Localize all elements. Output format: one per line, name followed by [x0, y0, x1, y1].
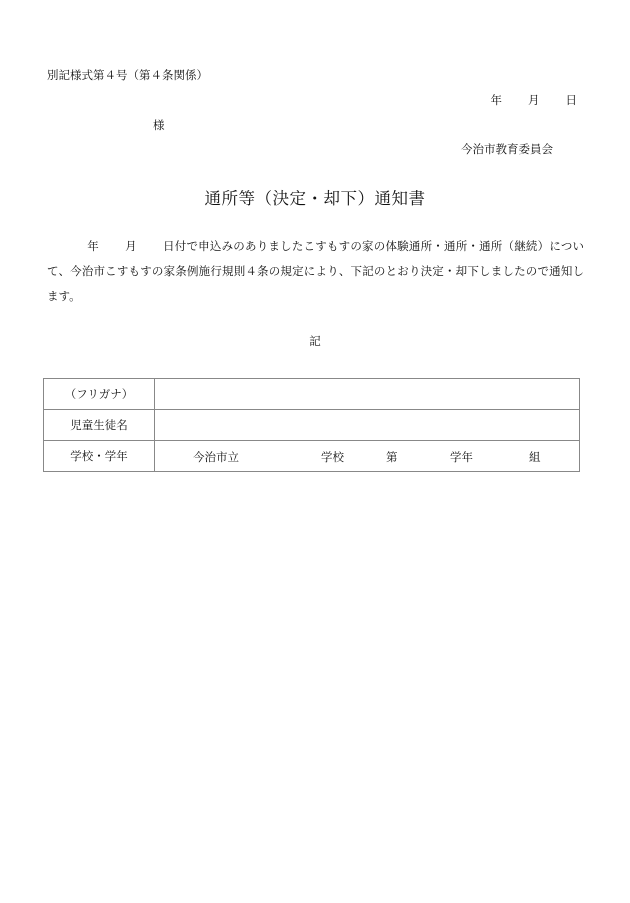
date-year: 年 — [490, 93, 502, 107]
dai-label: 第 — [386, 450, 398, 464]
table-row-name — [44, 410, 580, 441]
sender-name: 今治市教育委員会 — [461, 142, 553, 156]
grade-suffix: 学年 — [450, 450, 473, 464]
school-suffix: 学校 — [321, 450, 344, 464]
school-grade-field[interactable] — [155, 441, 580, 472]
table-row-furigana — [44, 379, 580, 410]
document-title: 通所等（決定・却下）通知書 — [204, 189, 426, 208]
ki-heading: 記 — [309, 334, 321, 348]
date-line — [491, 92, 578, 108]
addressee-suffix: 様 — [153, 118, 165, 132]
date-day: 日 — [565, 93, 577, 107]
school-grade-label: 学校・学年 — [44, 441, 155, 472]
body-text: 日付で申込みのありましたこすもすの家の体験通所・通所・通所（継続）について、今治市こすもすの家条例施行規則４条の規定により、下記のとおり決定・却下しましたので通知します。 — [47, 239, 585, 303]
student-name-field[interactable] — [155, 410, 580, 441]
date-month: 月 — [528, 93, 540, 107]
form-number-label: 別記様式第４号（第４条関係） — [47, 68, 208, 82]
city-prefix: 今治市立 — [193, 450, 239, 464]
furigana-label: （フリガナ） — [44, 379, 155, 410]
student-name-label: 児童生徒名 — [44, 410, 155, 441]
table-row-school — [44, 441, 580, 472]
info-table — [43, 378, 580, 472]
furigana-field[interactable] — [155, 379, 580, 410]
body-paragraph — [47, 234, 584, 309]
body-month: 月 — [124, 239, 137, 253]
body-year: 年 — [87, 239, 99, 253]
class-suffix: 組 — [529, 450, 541, 464]
